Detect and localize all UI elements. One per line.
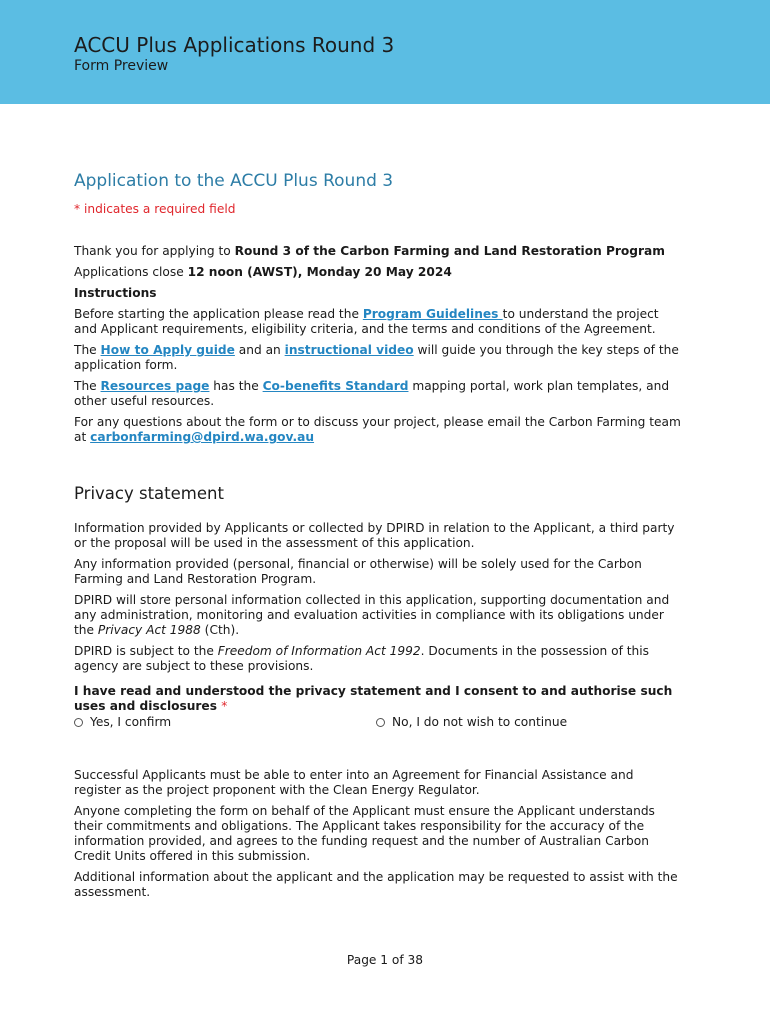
closing-section — [74, 768, 684, 900]
applications-close — [74, 265, 684, 280]
instr-p3-suffix: mapping portal, work plan templates, and other useful resources. — [74, 379, 670, 408]
closing-p1: Successful Applicants must be able to enter into an Agreement for Financial Assistance and register as the project proponent with the Clean Energy Regulator. — [74, 768, 634, 797]
thanks-text: Thank you for applying to — [74, 244, 235, 258]
intro-thanks — [74, 244, 684, 259]
resources-page-link[interactable]: Resources page — [100, 379, 210, 393]
consent-no-option[interactable] — [376, 714, 567, 730]
consent-question-text: I have read and understood the privacy statement and I consent to and authorise such uses and disclosures — [74, 684, 673, 713]
privacy-act-name: Privacy Act 1988 — [97, 623, 201, 637]
required-asterisk: * — [221, 699, 228, 713]
privacy-title: Privacy statement — [74, 484, 224, 503]
privacy-p3-suffix: (Cth). — [200, 623, 240, 637]
instructions-p3 — [74, 379, 684, 409]
privacy-p4-prefix: DPIRD is subject to the — [74, 644, 218, 658]
closing-p2: Anyone completing the form on behalf of the Applicant must ensure the Applicant understands their commitments and obligations. The Applicant takes responsibility for the accuracy of the information provided, and agrees to the funding request and the number of Australian Carbon Credit Units offered in this submission. — [74, 804, 655, 863]
close-date: 12 noon (AWST), Monday 20 May 2024 — [187, 265, 452, 279]
required-field-note: * indicates a required field — [74, 202, 236, 216]
instr-p2-mid: and an — [234, 343, 285, 357]
consent-radio-group — [74, 714, 684, 730]
foi-act-name: Freedom of Information Act 1992 — [217, 644, 421, 658]
instr-p2-suffix: will guide you through the key steps of the application form. — [74, 343, 679, 372]
privacy-p3-prefix: DPIRD will store personal information collected in this application, supporting documentation and any administration, monitoring and evaluation activities in compliance with its obligations under the — [74, 593, 670, 637]
consent-question — [74, 684, 684, 714]
instr-p1-suffix: to understand the project and Applicant requirements, eligibility criteria, and the terms and conditions of the Agreement. — [74, 307, 659, 336]
form-subtitle: Form Preview — [74, 58, 169, 74]
header-banner — [0, 0, 770, 104]
instructions-heading-text: Instructions — [74, 286, 157, 300]
application-title: Application to the ACCU Plus Round 3 — [74, 171, 394, 191]
privacy-p2: Any information provided (personal, financial or otherwise) will be solely used for the Carbon Farming and Land Restoration Program. — [74, 557, 642, 586]
consent-no-label: No, I do not wish to continue — [392, 714, 568, 729]
instr-p3-prefix: The — [74, 379, 101, 393]
instr-p1-prefix: Before starting the application please read the — [74, 307, 363, 321]
instructions-p2 — [74, 343, 684, 373]
email-link[interactable]: carbonfarming@dpird.wa.gov.au — [90, 430, 315, 444]
closing-p3: Additional information about the applicant and the application may be requested to assist with the assessment. — [74, 870, 678, 899]
how-to-apply-link[interactable]: How to Apply guide — [100, 343, 235, 357]
co-benefits-standard-link[interactable]: Co-benefits Standard — [262, 379, 409, 393]
instr-p3-mid: has the — [209, 379, 263, 393]
program-guidelines-link[interactable]: Program Guidelines — [362, 307, 503, 321]
consent-yes-option[interactable] — [74, 714, 376, 730]
close-text: Applications close — [74, 265, 188, 279]
program-name: Round 3 of the Carbon Farming and Land Restoration Program — [234, 244, 665, 258]
form-title: ACCU Plus Applications Round 3 — [74, 33, 395, 57]
consent-yes-label: Yes, I confirm — [90, 714, 172, 729]
instructions-p1 — [74, 307, 684, 337]
form-content — [74, 170, 684, 906]
instr-p2-prefix: The — [74, 343, 101, 357]
radio-button-no[interactable] — [376, 718, 385, 727]
instructional-video-link[interactable]: instructional video — [284, 343, 414, 357]
page-number: Page 1 of 38 — [346, 953, 424, 967]
radio-button-yes[interactable] — [74, 718, 83, 727]
instructions-heading — [74, 286, 684, 301]
privacy-p4 — [74, 644, 684, 674]
privacy-p3 — [74, 593, 684, 638]
intro-section — [74, 244, 684, 445]
instructions-p4 — [74, 415, 684, 445]
privacy-p4-suffix: . Documents in the possession of this agency are subject to these provisions. — [74, 644, 649, 673]
instr-p4-prefix: For any questions about the form or to discuss your project, please email the Carbon Farming team at — [74, 415, 681, 444]
privacy-p1: Information provided by Applicants or collected by DPIRD in relation to the Applicant, a third party or the proposal will be used in the assessment of this application. — [74, 521, 675, 550]
